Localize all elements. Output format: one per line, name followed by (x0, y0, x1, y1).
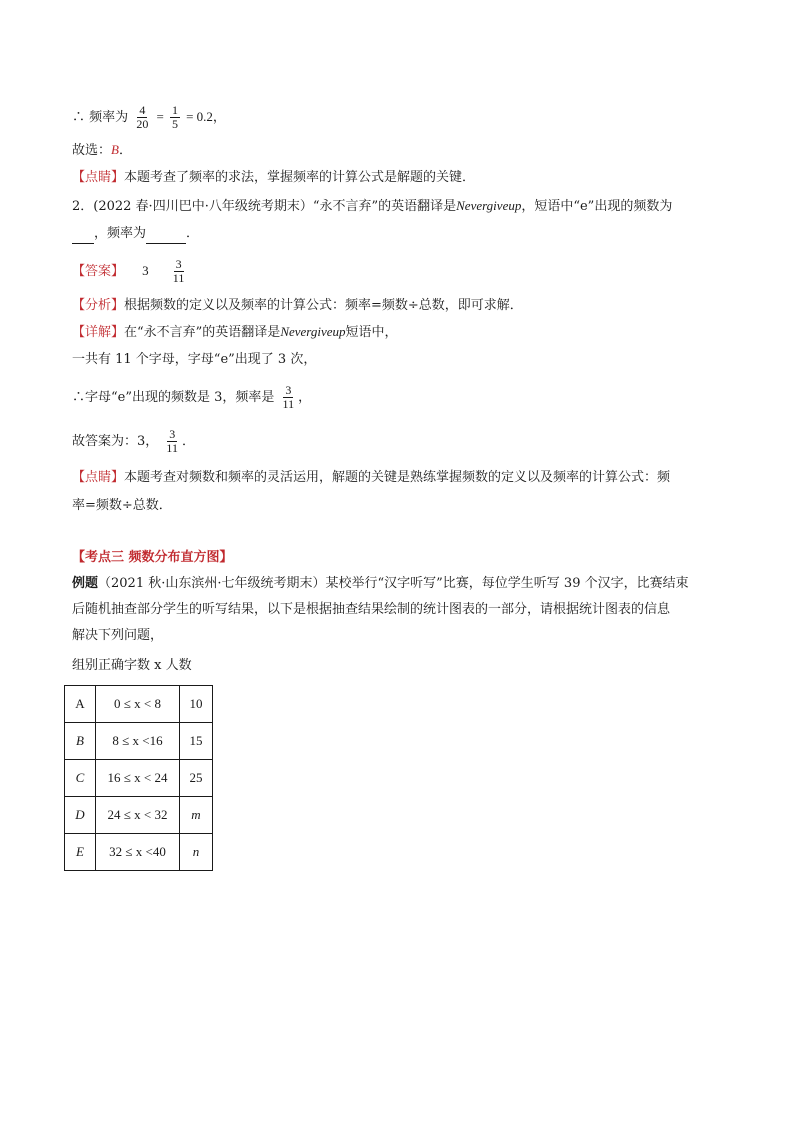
group-cell: B (65, 723, 96, 760)
detail-line1: 【详解】在“永不言弃”的英语翻译是Nevergiveup短语中， (72, 324, 398, 340)
table-row (65, 686, 213, 723)
table-row (65, 723, 213, 760)
choice-value: B (111, 142, 119, 157)
range-cell: 16 ≤ x < 24 (96, 760, 180, 797)
detail-line2: 一共有 11 个字母，字母“e”出现了 3 次， (72, 352, 317, 367)
range-cell: 32 ≤ x <40 (96, 834, 180, 871)
blank-count (72, 229, 94, 244)
analysis-tag: 【分析】 (72, 298, 125, 313)
phrase-nevergiveup: Nevergiveup (456, 198, 522, 213)
range-cell: 0 ≤ x < 8 (96, 686, 180, 723)
example-line2: 后随机抽查部分学生的听写结果，以下是根据抽查结果绘制的统计图表的一部分，请根据统计图表的信息 (72, 602, 671, 617)
blank-frequency (146, 229, 186, 244)
group-cell: C (65, 760, 96, 797)
group-cell: E (65, 834, 96, 871)
note-q2-line1: 【点睛】本题考查对频数和频率的灵活运用，解题的关键是熟练掌握频数的定义以及频率的计算公式：频 (72, 470, 671, 485)
note-tag-q2: 【点睛】 (72, 470, 125, 485)
final-answer-line: 故答案为：3， $\frac{3}{11}$ ． (72, 427, 195, 455)
freq-label: 频率为 (89, 110, 129, 125)
count-cell: 10 (180, 686, 213, 723)
note-tag: 【点睛】 (72, 170, 125, 185)
example-tag: 例题 (72, 576, 99, 591)
detail-tag: 【详解】 (72, 325, 125, 340)
final-answer-fraction: $\frac{3}{11}$ (166, 427, 178, 455)
choose-line: 故选：B． (72, 142, 132, 158)
example-line1: 例题（2021 秋·山东滨州·七年级统考期末）某校举行“汉字听写”比赛，每位学生听写 39 个汉字，比赛结束 (72, 576, 689, 591)
count-cell: 25 (180, 760, 213, 797)
question-2-line2: ，频率为 ． (72, 224, 722, 244)
therefore-symbol: ∴ (72, 110, 86, 125)
note-q2-line2: 率=频数÷总数． (72, 498, 172, 513)
table-caption: 组别正确字数 x 人数 (72, 658, 192, 673)
count-cell: m (180, 797, 213, 834)
section-title: 【考点三 频数分布直方图】 (72, 550, 233, 565)
count-cell: n (180, 834, 213, 871)
answer-tag: 【答案】 (72, 264, 125, 279)
group-cell: A (65, 686, 96, 723)
fraction-1-5: $\frac{1}{5}$ (171, 103, 178, 131)
frequency-line: ∴ 频率为 $\frac{4}{20}$ = $\frac{1}{5}$ = 0.2， (72, 103, 226, 131)
count-cell: 15 (180, 723, 213, 760)
range-cell: 8 ≤ x <16 (96, 723, 180, 760)
table-row (65, 760, 213, 797)
example-line3: 解决下列问题， (72, 628, 164, 643)
note-prev: 【点睛】本题考查了频率的求法，掌握频率的计算公式是解题的关键． (72, 170, 476, 185)
group-table (64, 685, 213, 871)
table-row (65, 797, 213, 834)
table-row (65, 834, 213, 871)
question-2-line1: 2．(2022 春·四川巴中·八年级统考期末）“永不言弃”的英语翻译是Nevergiveup，短语中“e”出现的频数为 (72, 198, 673, 214)
range-cell: 24 ≤ x < 32 (96, 797, 180, 834)
analysis-line: 【分析】根据频数的定义以及频率的计算公式：频率=频数÷总数，即可求解． (72, 298, 523, 313)
detail-fraction: $\frac{3}{11}$ (282, 383, 295, 411)
detail-line3: ∴字母“e”出现的频数是 3，频率是 $\frac{3}{11}$ ， (72, 383, 312, 411)
answer-count: 3 (142, 263, 149, 278)
answer-fraction: $\frac{3}{11}$ (172, 257, 185, 285)
answer-line (72, 258, 722, 285)
fraction-4-20: $\frac{4}{20}$ (136, 103, 149, 131)
group-cell: D (65, 797, 96, 834)
